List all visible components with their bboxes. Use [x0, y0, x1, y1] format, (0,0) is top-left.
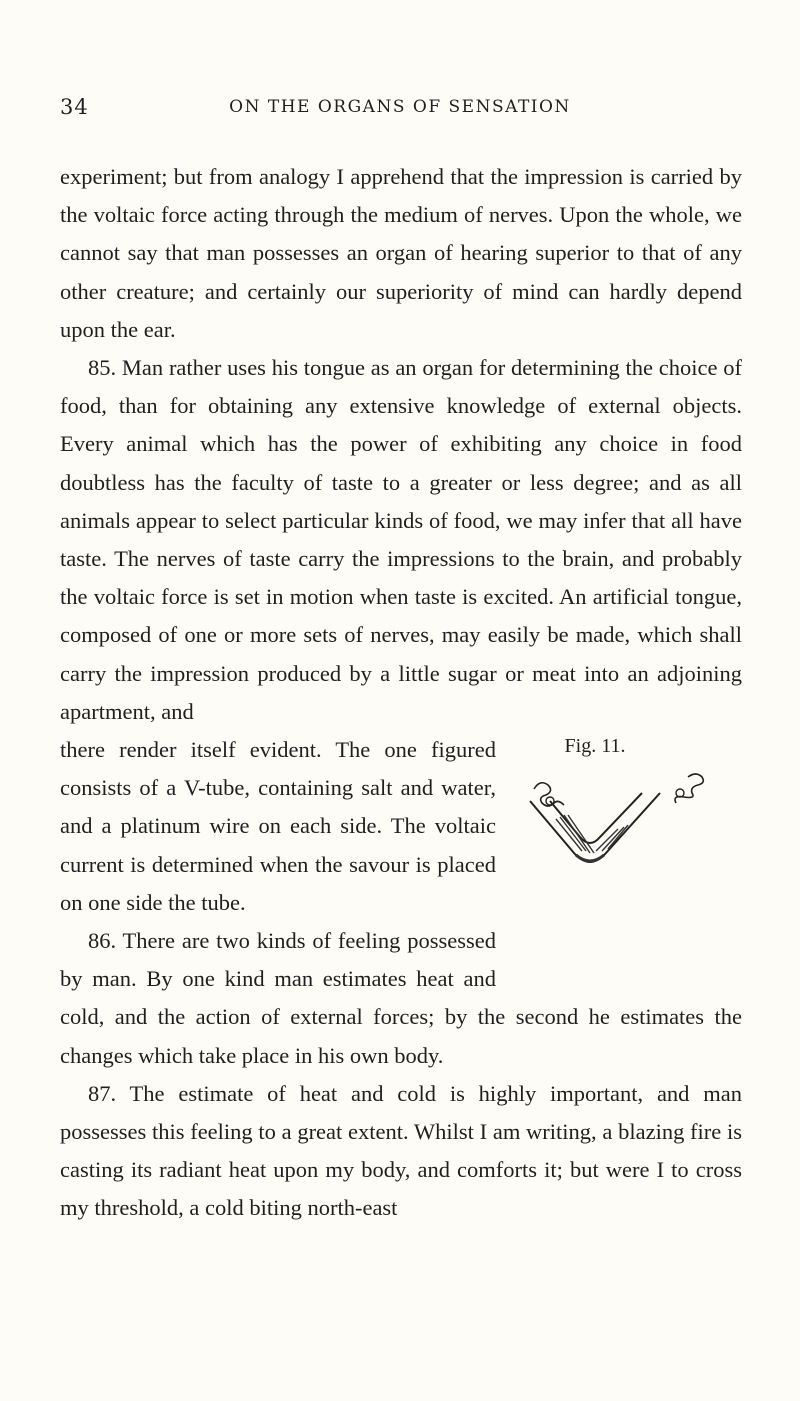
paragraph-86: 86. There are two kinds of feeling possessed by man. By one kind man estimates heat and cold, and the action of external forces; by the second he estimates the changes which take place in his own body. — [60, 928, 742, 1068]
paragraph-87: 87. The estimate of heat and cold is highly important, and man possesses this feeling to a great extent. Whilst I am writing, a blazing fire is casting its radiant heat upon my body, and comforts it; but were I to cross my threshold, a cold biting north-east — [60, 1080, 742, 1221]
figure-caption: Fig. 11. — [564, 735, 626, 758]
page-number: 34 — [60, 95, 89, 119]
paragraph-continuation: experiment; but from analogy I apprehend that the impression is carried by the voltaic force acting through the medium of nerves. Upon the whole, we cannot say that man possesses an organ of hearing superior to that of any other creature; and certainly our superiority of mind can hardly depend upon the ear. — [60, 164, 742, 342]
paragraph-85-start: 85. Man rather uses his tongue as an organ for determining the choice of food, than for obtaining any extensive knowledge of external objects. Every animal which has the power of exhibiting any choice in food doubtless has the faculty of taste to a greater or less degree; and as all animals appear to select particular kinds of food, we may infer that all have taste. The nerves of taste carry the impressions to the brain, and probably the voltaic force is set in motion when taste is excited. An artificial tongue, composed of one or more sets of nerves, may easily be made, which shall carry the impression produced by a little sugar or meat into an adjoining apartment, and — [60, 355, 742, 724]
v-tube-icon — [510, 771, 742, 941]
figure-11 — [510, 735, 742, 965]
body-text — [60, 158, 742, 1228]
paragraph-85-continued: there render itself evident. The one figured consists of a V-tube, containing salt and water, and a platinum wire on each side. The voltaic current is determined when the savour is placed on one side the tube. — [60, 737, 496, 915]
page-header — [0, 95, 800, 125]
running-head: ON THE ORGANS OF SENSATION — [229, 97, 571, 117]
